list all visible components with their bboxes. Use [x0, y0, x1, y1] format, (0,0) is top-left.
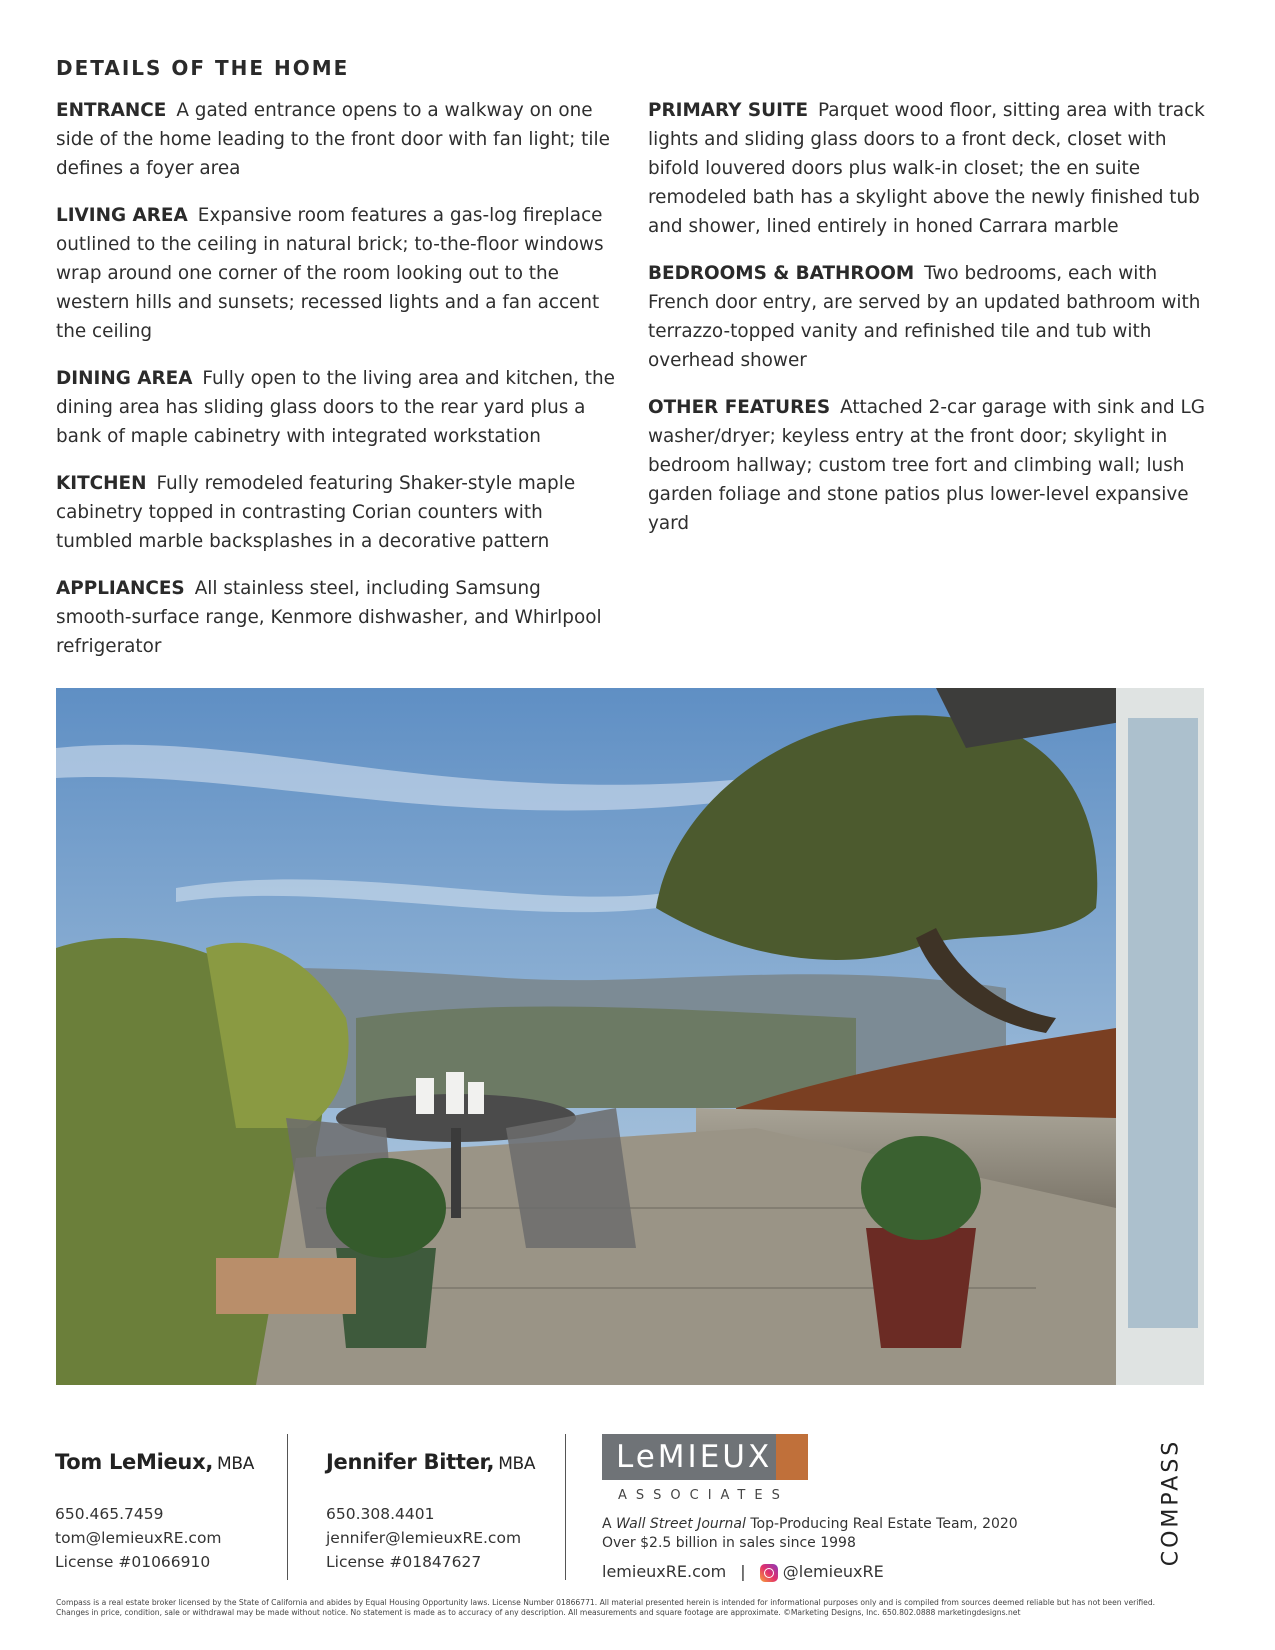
- details-column-left: [56, 96, 616, 679]
- details-column-right: [648, 96, 1208, 556]
- detail-label: KITCHEN: [56, 473, 147, 494]
- detail-living-area: [56, 201, 616, 346]
- detail-text: Parquet wood floor, sitting area with track lights and sliding glass doors to a front deck, closet with bifold louvered doors plus walk-in closet; the en suite remodeled bath has a skylight above the newly finished tub and shower, lined entirely in honed Carrara marble: [648, 100, 1205, 237]
- compass-logo: [1156, 1432, 1186, 1572]
- web-links: [602, 1562, 884, 1582]
- detail-entrance: [56, 96, 616, 183]
- detail-dining-area: [56, 364, 616, 451]
- detail-text: A gated entrance opens to a walkway on one side of the home leading to the front door with fan light; tile defines a foyer area: [56, 100, 610, 179]
- agent-name: [55, 1450, 254, 1474]
- detail-primary-suite: [648, 96, 1208, 241]
- detail-text: Expansive room features a gas-log fireplace outlined to the ceiling in natural brick; to-the-floor windows wrap around one corner of the room looking out to the western hills and sunsets; recessed lights and a fan accent the ceiling: [56, 205, 604, 342]
- agent-tom-lemieux: [55, 1450, 254, 1574]
- instagram-link[interactable]: [760, 1562, 884, 1582]
- detail-label: OTHER FEATURES: [648, 397, 831, 418]
- agent-credential: MBA: [217, 1454, 255, 1474]
- detail-text: Fully remodeled featuring Shaker-style maple cabinetry topped in contrasting Corian counters with tumbled marble backsplashes in a decorative pattern: [56, 473, 576, 552]
- agent-phone[interactable]: 650.465.7459: [55, 1505, 164, 1523]
- agent-phone[interactable]: 650.308.4401: [326, 1505, 435, 1523]
- detail-text: Two bedrooms, each with French door entry, are served by an updated bathroom with terrazzo-topped vanity and refinished tile and tub with overhead shower: [648, 263, 1201, 371]
- detail-label: DINING AREA: [56, 368, 193, 389]
- agent-name: [326, 1450, 535, 1474]
- divider: [287, 1434, 288, 1580]
- detail-appliances: [56, 574, 616, 661]
- agent-name-text: Jennifer Bitter,: [326, 1450, 495, 1474]
- website-link[interactable]: lemieuxRE.com: [602, 1562, 727, 1582]
- detail-label: LIVING AREA: [56, 205, 188, 226]
- compass-logo-text: COMPASS: [1158, 1438, 1184, 1566]
- detail-label: ENTRANCE: [56, 100, 167, 121]
- agent-license: License #01066910: [55, 1553, 211, 1571]
- team-award-prefix: A: [602, 1516, 612, 1532]
- detail-text: Fully open to the living area and kitchen, the dining area has sliding glass doors to the rear yard plus a bank of maple cabinetry with integrated workstation: [56, 368, 615, 447]
- team-award: [602, 1514, 1018, 1535]
- instagram-handle: @lemieuxRE: [782, 1562, 884, 1581]
- patio-photo: [56, 688, 1204, 1385]
- agent-email[interactable]: jennifer@lemieuxRE.com: [326, 1529, 522, 1547]
- detail-other-features: [648, 393, 1208, 538]
- agent-name-text: Tom LeMieux,: [55, 1450, 213, 1474]
- detail-bedrooms-bathroom: [648, 259, 1208, 375]
- team-award-publication: Wall Street Journal: [616, 1516, 746, 1532]
- detail-label: APPLIANCES: [56, 578, 185, 599]
- detail-label: BEDROOMS & BATHROOM: [648, 263, 915, 284]
- patio-illustration: [56, 688, 1204, 1385]
- logo-accent-icon: [776, 1434, 808, 1480]
- agent-credential: MBA: [498, 1454, 536, 1474]
- team-award-suffix: Top-Producing Real Estate Team, 2020: [750, 1516, 1018, 1532]
- divider: [565, 1434, 566, 1580]
- detail-text: Attached 2-car garage with sink and LG washer/dryer; keyless entry at the front door; skylight in bedroom hallway; custom tree fort and climbing wall; lush garden foliage and stone patios plus lower-level expansive yard: [648, 397, 1206, 534]
- agent-jennifer-bitter: [326, 1450, 535, 1574]
- logo-subtitle: ASSOCIATES: [618, 1488, 789, 1503]
- agent-license: License #01847627: [326, 1553, 482, 1571]
- detail-label: PRIMARY SUITE: [648, 100, 809, 121]
- instagram-icon: [760, 1564, 778, 1582]
- detail-text: All stainless steel, including Samsung smooth-surface range, Kenmore dishwasher, and Whirlpool refrigerator: [56, 578, 602, 657]
- legal-disclaimer: Compass is a real estate broker licensed by the State of California and abides by Equal Housing Opportunity laws. License Number 01866771. All material presented herein is intended for informational purposes only and is compiled from sources deemed reliable but has not been verified. Changes in price, condition, sale or withdrawal may be made without notice. No statement is made as to accuracy of any description. All measurements and square footage are approximate. ©Marketing Designs, Inc. 650.802.0888 marketingdesigns.net: [56, 1598, 1156, 1617]
- team-sales: Over $2.5 billion in sales since 1998: [602, 1535, 856, 1551]
- agent-email[interactable]: tom@lemieuxRE.com: [55, 1529, 222, 1547]
- link-separator: |: [740, 1562, 746, 1582]
- page-title: DETAILS OF THE HOME: [56, 56, 350, 80]
- detail-kitchen: [56, 469, 616, 556]
- lemieux-logo: LeMIEUX: [602, 1434, 808, 1480]
